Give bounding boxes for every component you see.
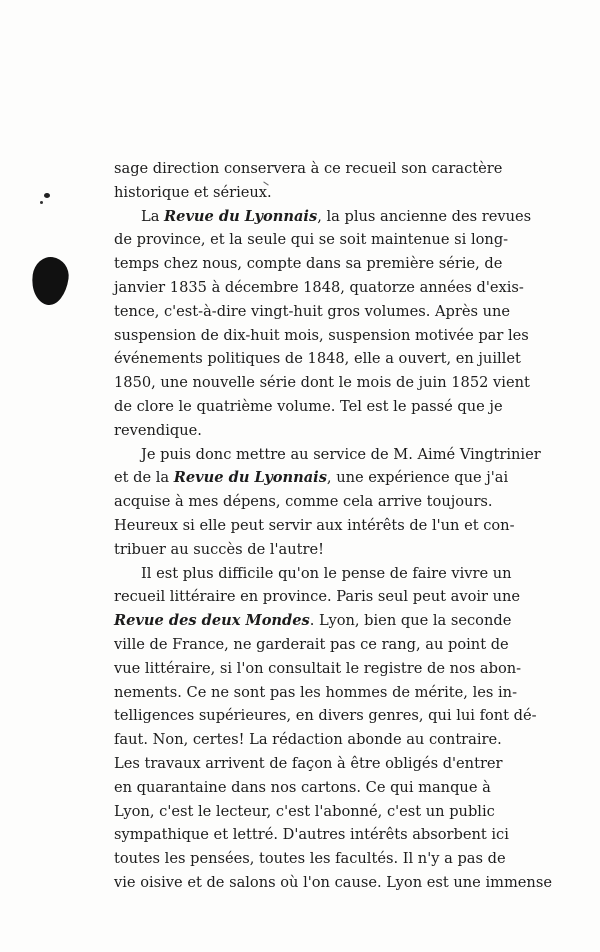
text-run: en quarantaine dans nos cartons. Ce qui manque à bbox=[114, 778, 491, 796]
text-run: Je puis donc mettre au service de M. Aimé Vingtrinier bbox=[141, 445, 541, 463]
text-run: faut. Non, certes! La rédaction abonde au contraire. bbox=[114, 731, 502, 749]
text-run: 1850, une nouvelle série dont le mois de juin 1852 vient bbox=[114, 374, 530, 392]
text-line bbox=[114, 538, 487, 562]
text-line bbox=[114, 443, 541, 467]
text-run: . Lyon, bien que la seconde bbox=[309, 612, 512, 630]
text-line bbox=[114, 728, 502, 752]
text-run: sage direction conservera à ce recueil son caractère bbox=[114, 160, 503, 177]
text-line bbox=[114, 205, 532, 229]
ink-blot bbox=[29, 255, 71, 308]
text-line bbox=[114, 466, 509, 490]
text-run: toutes les pensées, toutes les facultés. Il n'y a pas de bbox=[114, 850, 506, 868]
text-run: telligences supérieures, en divers genres, qui lui font dé- bbox=[114, 707, 537, 725]
text-line bbox=[114, 157, 503, 181]
text-run: de province, et la seule qui se soit maintenue si long- bbox=[114, 231, 509, 249]
text-line bbox=[114, 752, 503, 776]
text-line bbox=[114, 562, 512, 586]
text-line bbox=[114, 228, 509, 252]
text-run: et de la bbox=[114, 469, 174, 487]
text-run: Heureux si elle peut servir aux intérêts de l'un et con- bbox=[114, 516, 515, 534]
text-line bbox=[114, 776, 491, 800]
text-run: revendique. bbox=[114, 421, 202, 439]
text-run: , une expérience que j'ai bbox=[326, 469, 509, 487]
text-run: suspension de dix-huit mois, suspension motivée par les bbox=[114, 326, 529, 344]
text-run: , la plus ancienne des revues bbox=[317, 207, 532, 225]
text-run: vie oisive et de salons où l'on cause. Lyon est une immense bbox=[114, 873, 552, 891]
text-run: vue littéraire, si l'on consultait le registre de nos abon- bbox=[114, 659, 522, 677]
text-line bbox=[114, 395, 503, 419]
text-run: temps chez nous, compte dans sa première série, de bbox=[114, 255, 503, 273]
body-text bbox=[114, 157, 552, 895]
italic-title: Revue des deux Mondes bbox=[114, 612, 310, 630]
text-run: janvier 1835 à décembre 1848, quatorze années d'exis- bbox=[114, 278, 524, 296]
text-line bbox=[114, 657, 522, 681]
text-run: ville de France, ne garderait pas ce rang, au point de bbox=[114, 635, 509, 653]
ink-speck bbox=[40, 201, 43, 204]
text-line bbox=[114, 609, 512, 633]
text-run: sympathique et lettré. D'autres intérêts absorbent ici bbox=[114, 826, 509, 844]
text-line bbox=[114, 633, 509, 657]
text-line bbox=[114, 847, 506, 871]
text-run: historique et sérieux. bbox=[114, 183, 272, 201]
text-line bbox=[114, 871, 552, 895]
text-line bbox=[114, 300, 511, 324]
text-line bbox=[114, 800, 495, 824]
text-run: nements. Ce ne sont pas les hommes de mérite, les in- bbox=[114, 683, 518, 701]
text-run: événements politiques de 1848, elle a ouvert, en juillet bbox=[114, 350, 521, 368]
italic-title: Revue du Lyonnais bbox=[173, 469, 327, 487]
text-run: Il est plus difficile qu'on le pense de faire vivre un bbox=[141, 564, 512, 582]
text-line bbox=[114, 181, 487, 205]
text-line bbox=[114, 419, 487, 443]
text-run: La bbox=[141, 207, 165, 225]
text-line bbox=[114, 823, 509, 847]
text-line bbox=[114, 514, 515, 538]
text-line bbox=[114, 490, 493, 514]
text-line bbox=[114, 347, 521, 371]
text-line bbox=[114, 324, 529, 348]
text-run: tribuer au succès de l'autre! bbox=[114, 540, 324, 558]
text-line bbox=[114, 585, 521, 609]
text-line bbox=[114, 371, 530, 395]
italic-title: Revue du Lyonnais bbox=[164, 207, 318, 225]
text-run: tence, c'est-à-dire vingt-huit gros volumes. Après une bbox=[114, 302, 511, 320]
text-line bbox=[114, 681, 518, 705]
text-line bbox=[114, 276, 524, 300]
ink-speck bbox=[44, 193, 50, 198]
text-line bbox=[114, 704, 537, 728]
text-line bbox=[114, 252, 503, 276]
text-run: recueil littéraire en province. Paris seul peut avoir une bbox=[114, 588, 521, 606]
text-run: Les travaux arrivent de façon à être obligés d'entrer bbox=[114, 754, 503, 772]
text-run: acquise à mes dépens, comme cela arrive toujours. bbox=[114, 493, 493, 511]
text-run: de clore le quatrième volume. Tel est le passé que je bbox=[114, 397, 503, 415]
text-run: Lyon, c'est le lecteur, c'est l'abonné, c'est un public bbox=[114, 802, 495, 820]
